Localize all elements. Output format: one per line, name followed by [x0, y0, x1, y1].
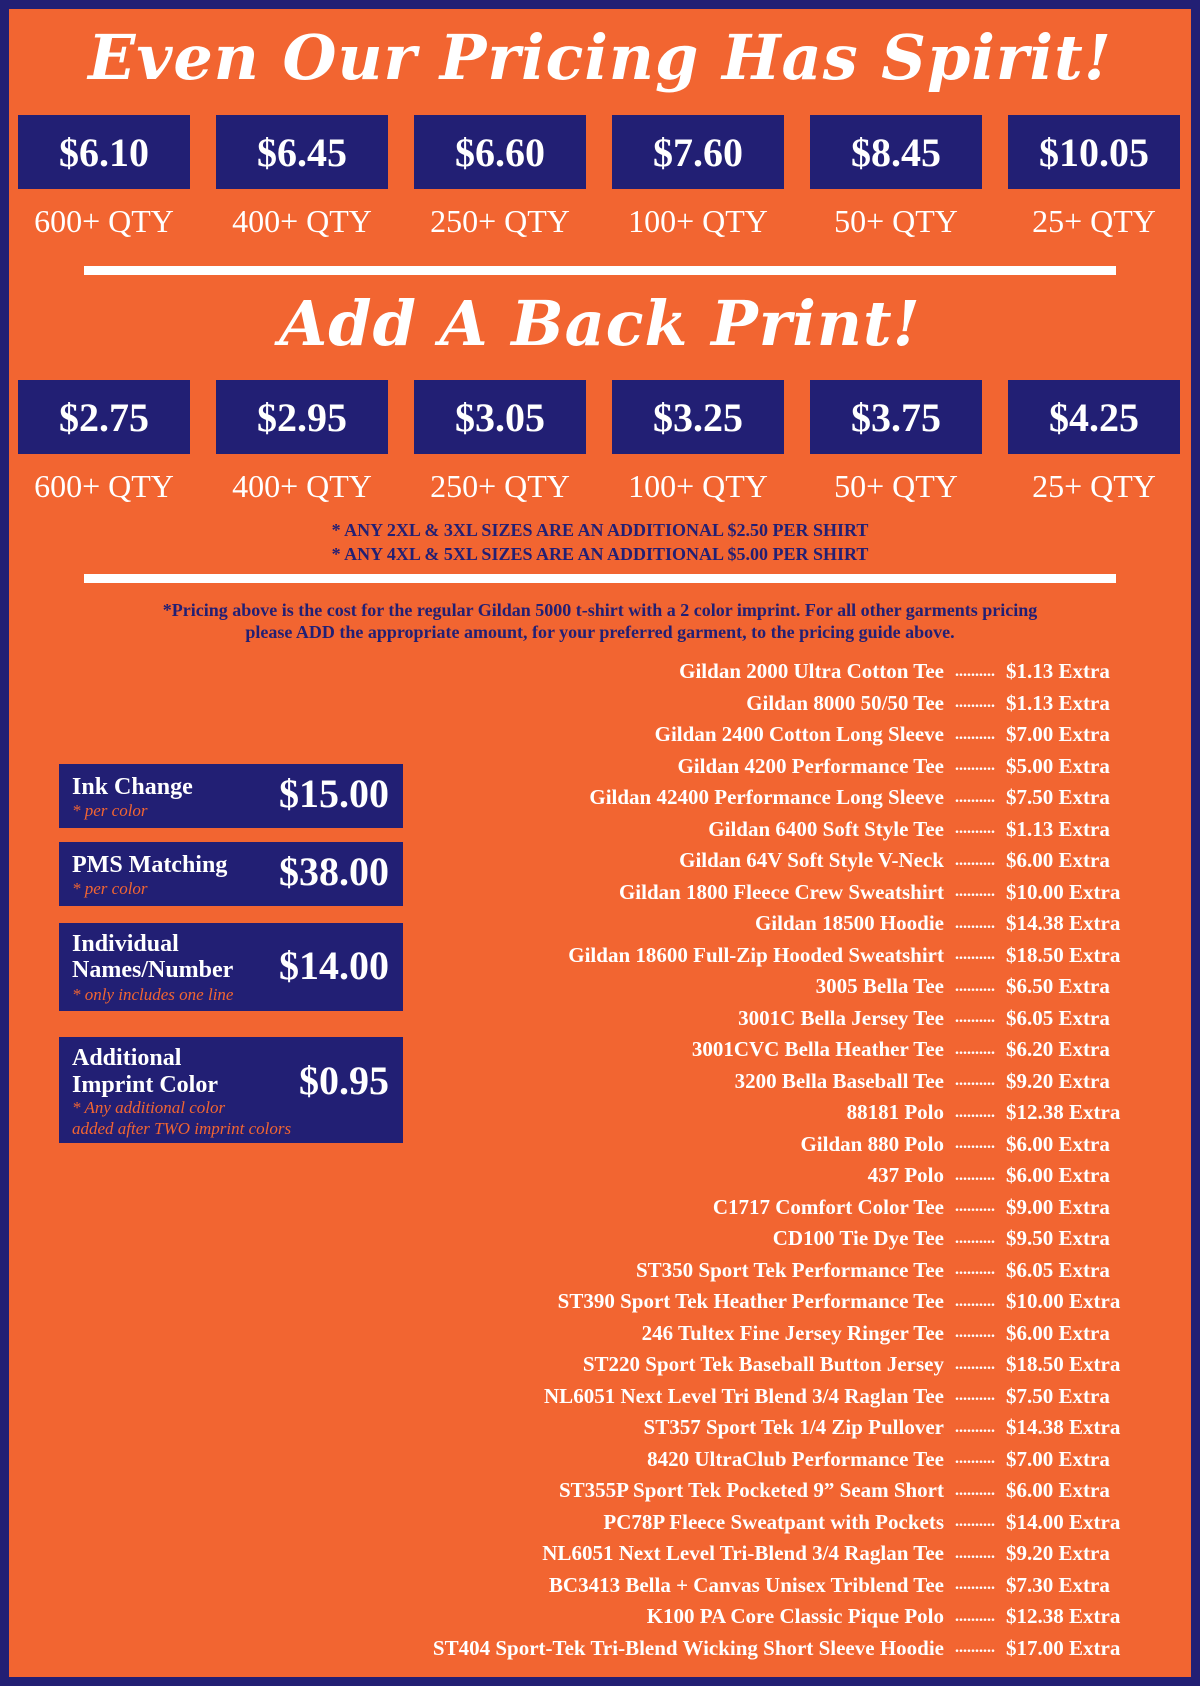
garment-extra-price: $10.00 Extra — [1006, 879, 1121, 904]
garment-name: ST220 Sport Tek Baseball Button Jersey — [582, 1352, 944, 1377]
garment-extra-price: $18.50 Extra — [1006, 942, 1121, 967]
tier-quantity: 25+ QTY — [1032, 203, 1156, 239]
garment-row — [329, 1160, 1184, 1192]
price-sheet — [9, 9, 1191, 1677]
tier-quantity: 250+ QTY — [430, 203, 570, 239]
garment-row — [329, 1129, 1184, 1161]
dot-leader: .......... — [955, 725, 995, 743]
garment-name: Gildan 8000 50/50 Tee — [746, 690, 944, 715]
dot-leader: .......... — [955, 977, 995, 995]
garment-extra-price: $6.20 Extra — [1006, 1037, 1110, 1062]
garment-extra-price: $6.05 Extra — [1006, 1257, 1110, 1282]
garment-row — [329, 814, 1184, 846]
dot-leader: .......... — [955, 1513, 995, 1531]
dot-leader: .......... — [955, 1135, 995, 1153]
garment-row — [329, 688, 1184, 720]
dot-leader: .......... — [955, 1607, 995, 1625]
garment-extra-price: $6.00 Extra — [1006, 1163, 1110, 1188]
garment-row — [329, 1570, 1184, 1602]
garment-name: 3001C Bella Jersey Tee — [738, 1005, 944, 1030]
garment-name: Gildan 42400 Performance Long Sleeve — [589, 785, 944, 810]
garment-name: 3001CVC Bella Heather Tee — [691, 1037, 944, 1062]
garment-upcharge-list — [329, 656, 1184, 1664]
price-tier — [216, 380, 388, 505]
garment-extra-price: $1.13 Extra — [1006, 690, 1110, 715]
tier-price: $10.05 — [1008, 115, 1180, 189]
garment-name: NL6051 Next Level Tri Blend 3/4 Raglan Tee — [544, 1383, 944, 1408]
section-divider — [84, 574, 1116, 583]
garment-extra-price: $6.00 Extra — [1006, 1478, 1110, 1503]
garment-name: Gildan 18600 Full-Zip Hooded Sweatshirt — [568, 942, 944, 967]
garment-extra-price: $6.50 Extra — [1006, 974, 1110, 999]
dot-leader: .......... — [955, 757, 995, 775]
garment-name: NL6051 Next Level Tri-Blend 3/4 Raglan Tee — [542, 1541, 944, 1566]
dot-leader: .......... — [955, 1166, 995, 1184]
dot-leader: .......... — [955, 883, 995, 901]
price-tier — [414, 115, 586, 240]
tier-quantity: 250+ QTY — [430, 468, 570, 504]
tier-quantity: 400+ QTY — [232, 203, 372, 239]
garment-name: Gildan 18500 Hoodie — [754, 911, 944, 936]
garment-extra-price: $1.13 Extra — [1006, 816, 1110, 841]
garment-extra-price: $6.00 Extra — [1006, 1131, 1110, 1156]
price-tier — [810, 115, 982, 240]
garment-extra-price: $18.50 Extra — [1006, 1352, 1121, 1377]
price-tier — [810, 380, 982, 505]
price-tier — [612, 380, 784, 505]
price-tier — [612, 115, 784, 240]
dot-leader: .......... — [955, 1292, 995, 1310]
garment-row — [329, 1601, 1184, 1633]
tier-price: $4.25 — [1008, 380, 1180, 454]
price-tier — [18, 115, 190, 240]
tier-price: $7.60 — [612, 115, 784, 189]
garment-extra-price: $12.38 Extra — [1006, 1100, 1121, 1125]
dot-leader: .......... — [955, 1576, 995, 1594]
tier-price: $6.10 — [18, 115, 190, 189]
garment-row — [329, 1034, 1184, 1066]
garment-name: CD100 Tie Dye Tee — [772, 1226, 944, 1251]
garment-name: Gildan 4200 Performance Tee — [677, 753, 944, 778]
dot-leader: .......... — [955, 1103, 995, 1121]
garment-extra-price: $7.50 Extra — [1006, 1383, 1110, 1408]
garment-extra-price: $6.00 Extra — [1006, 1320, 1110, 1345]
price-tier — [18, 380, 190, 505]
garment-name: Gildan 1800 Fleece Crew Sweatshirt — [618, 879, 944, 904]
tier-price: $6.60 — [414, 115, 586, 189]
garment-name: ST390 Sport Tek Heather Performance Tee — [557, 1289, 944, 1314]
garment-name: 88181 Polo — [846, 1100, 944, 1125]
garment-row — [329, 1318, 1184, 1350]
garment-extra-price: $9.50 Extra — [1006, 1226, 1110, 1251]
addon-note: * per color — [72, 879, 148, 898]
garment-row — [329, 1066, 1184, 1098]
addon-label: Additional — [72, 1045, 182, 1071]
addon-amount: $0.95 — [299, 1058, 389, 1103]
garment-extra-price: $14.00 Extra — [1006, 1509, 1121, 1534]
addon-note: * Any additional color — [72, 1098, 226, 1117]
dot-leader: .......... — [955, 1544, 995, 1562]
dot-leader: .......... — [955, 1387, 995, 1405]
garment-name: Gildan 880 Polo — [800, 1131, 944, 1156]
garment-row — [329, 940, 1184, 972]
garment-extra-price: $6.00 Extra — [1006, 848, 1110, 873]
dot-leader: .......... — [955, 1481, 995, 1499]
pricing-note — [69, 599, 1131, 643]
garment-extra-price: $14.38 Extra — [1006, 911, 1121, 936]
dot-leader: .......... — [955, 851, 995, 869]
back-print-price-tiers — [9, 380, 1191, 520]
garment-name: 8420 UltraClub Performance Tee — [647, 1446, 944, 1471]
dot-leader: .......... — [955, 1072, 995, 1090]
dot-leader: .......... — [955, 914, 995, 932]
garment-name: ST404 Sport-Tek Tri-Blend Wicking Short Sleeve Hoodie — [432, 1635, 944, 1660]
tier-quantity: 100+ QTY — [628, 203, 768, 239]
dot-leader: .......... — [955, 662, 995, 680]
garment-row — [329, 1381, 1184, 1413]
garment-row — [329, 782, 1184, 814]
tier-quantity: 600+ QTY — [34, 203, 174, 239]
garment-row — [329, 1538, 1184, 1570]
garment-name: ST350 Sport Tek Performance Tee — [636, 1257, 944, 1282]
garment-row — [329, 1223, 1184, 1255]
tier-quantity: 100+ QTY — [628, 468, 768, 504]
tier-quantity: 600+ QTY — [34, 468, 174, 504]
garment-row — [329, 1475, 1184, 1507]
dot-leader: .......... — [955, 1040, 995, 1058]
tier-price: $2.75 — [18, 380, 190, 454]
garment-row — [329, 845, 1184, 877]
garment-extra-price: $12.38 Extra — [1006, 1604, 1121, 1629]
price-tier — [1008, 380, 1180, 505]
garment-name: 246 Tultex Fine Jersey Ringer Tee — [641, 1320, 944, 1345]
tier-price: $2.95 — [216, 380, 388, 454]
addon-label: Individual — [72, 931, 179, 957]
garment-name: Gildan 6400 Soft Style Tee — [708, 816, 944, 841]
tier-price: $3.75 — [810, 380, 982, 454]
tier-quantity: 50+ QTY — [834, 468, 958, 504]
back-print-title: Add A Back Print! — [279, 287, 921, 360]
garment-row — [329, 1097, 1184, 1129]
garment-name: BC3413 Bella + Canvas Unisex Triblend Tee — [548, 1572, 944, 1597]
garment-extra-price: $10.00 Extra — [1006, 1289, 1121, 1314]
garment-row — [329, 719, 1184, 751]
dot-leader: .......... — [955, 1198, 995, 1216]
garment-extra-price: $9.20 Extra — [1006, 1068, 1110, 1093]
tier-price: $3.25 — [612, 380, 784, 454]
dot-leader: .......... — [955, 1418, 995, 1436]
dot-leader: .......... — [955, 1324, 995, 1342]
price-tier — [414, 380, 586, 505]
dot-leader: .......... — [955, 1261, 995, 1279]
addon-note: added after TWO imprint colors — [72, 1119, 292, 1138]
garment-row — [329, 1003, 1184, 1035]
garment-extra-price: $7.00 Extra — [1006, 1446, 1110, 1471]
pricing-note-line: please ADD the appropriate amount, for your preferred garment, to the pricing guide above. — [245, 622, 955, 642]
garment-name: 3005 Bella Tee — [815, 974, 944, 999]
garment-extra-price: $6.05 Extra — [1006, 1005, 1110, 1030]
garment-extra-price: $1.13 Extra — [1006, 659, 1110, 684]
garment-extra-price: $7.30 Extra — [1006, 1572, 1110, 1597]
headline: Even Our Pricing Has Spirit! — [88, 21, 1112, 94]
addon-label: Names/Number — [72, 957, 234, 983]
garment-extra-price: $5.00 Extra — [1006, 753, 1110, 778]
garment-extra-price: $9.20 Extra — [1006, 1541, 1110, 1566]
addon-note: * per color — [72, 801, 148, 820]
dot-leader: .......... — [955, 1355, 995, 1373]
dot-leader: .......... — [955, 820, 995, 838]
tier-quantity: 25+ QTY — [1032, 468, 1156, 504]
size-note-2xl-3xl: * ANY 2XL & 3XL SIZES ARE AN ADDITIONAL $2.50 PER SHIRT — [331, 520, 869, 540]
addon-amount: $38.00 — [279, 849, 389, 894]
garment-row — [329, 1412, 1184, 1444]
garment-name: 437 Polo — [867, 1163, 944, 1188]
size-note-4xl-5xl: * ANY 4XL & 5XL SIZES ARE AN ADDITIONAL $5.00 PER SHIRT — [331, 544, 869, 564]
garment-name: Gildan 2400 Cotton Long Sleeve — [654, 722, 944, 747]
garment-row — [329, 1255, 1184, 1287]
garment-name: 3200 Bella Baseball Tee — [734, 1068, 944, 1093]
garment-name: K100 PA Core Classic Pique Polo — [646, 1604, 944, 1629]
garment-name: Gildan 2000 Ultra Cotton Tee — [679, 659, 944, 684]
garment-row — [329, 1286, 1184, 1318]
garment-row — [329, 1192, 1184, 1224]
garment-name: Gildan 64V Soft Style V-Neck — [679, 848, 944, 873]
dot-leader: .......... — [955, 1229, 995, 1247]
dot-leader: .......... — [955, 1450, 995, 1468]
garment-extra-price: $14.38 Extra — [1006, 1415, 1121, 1440]
tier-quantity: 50+ QTY — [834, 203, 958, 239]
dot-leader: .......... — [955, 1009, 995, 1027]
garment-name: C1717 Comfort Color Tee — [712, 1194, 944, 1219]
garment-row — [329, 908, 1184, 940]
garment-row — [329, 1444, 1184, 1476]
addon-amount: $15.00 — [279, 771, 389, 816]
garment-row — [329, 751, 1184, 783]
tier-price: $3.05 — [414, 380, 586, 454]
garment-extra-price: $7.50 Extra — [1006, 785, 1110, 810]
dot-leader: .......... — [955, 1639, 995, 1657]
section-divider — [84, 266, 1116, 275]
addon-amount: $14.00 — [279, 943, 389, 988]
garment-extra-price: $9.00 Extra — [1006, 1194, 1110, 1219]
garment-row — [329, 656, 1184, 688]
dot-leader: .......... — [955, 946, 995, 964]
garment-row — [329, 1507, 1184, 1539]
garment-extra-price: $7.00 Extra — [1006, 722, 1110, 747]
addon-label: PMS Matching — [72, 852, 228, 878]
price-tier — [1008, 115, 1180, 240]
garment-row — [329, 1349, 1184, 1381]
garment-row — [329, 971, 1184, 1003]
garment-row — [329, 877, 1184, 909]
addon-note: * only includes one line — [72, 985, 234, 1004]
tier-price: $8.45 — [810, 115, 982, 189]
pricing-note-line: *Pricing above is the cost for the regular Gildan 5000 t-shirt with a 2 color imprint. For all other garments pricing — [162, 600, 1038, 620]
dot-leader: .......... — [955, 694, 995, 712]
price-tier — [216, 115, 388, 240]
garment-name: ST357 Sport Tek 1/4 Zip Pullover — [643, 1415, 944, 1440]
tier-quantity: 400+ QTY — [232, 468, 372, 504]
garment-name: ST355P Sport Tek Pocketed 9” Seam Short — [558, 1478, 944, 1503]
garment-row — [329, 1633, 1184, 1665]
garment-extra-price: $17.00 Extra — [1006, 1635, 1121, 1660]
front-price-tiers — [9, 115, 1191, 255]
addon-label: Ink Change — [72, 774, 193, 800]
tier-price: $6.45 — [216, 115, 388, 189]
dot-leader: .......... — [955, 788, 995, 806]
garment-name: PC78P Fleece Sweatpant with Pockets — [603, 1509, 944, 1534]
addon-label: Imprint Color — [72, 1072, 218, 1098]
